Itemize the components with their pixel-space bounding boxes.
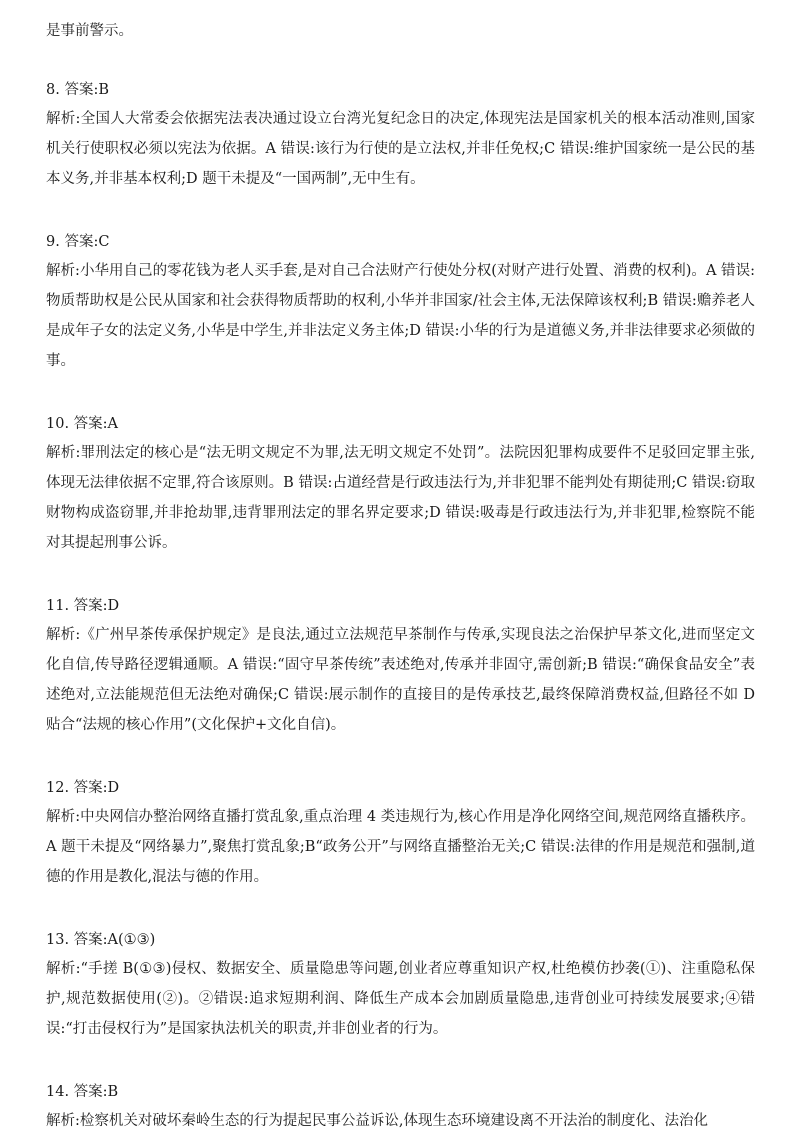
answer-line: 12. 答案:D [46,780,120,796]
question-8 [46,76,755,194]
lead-text: 是事前警示。 [46,23,133,39]
explanation-text: 解析:全国人大常委会依据宪法表决通过设立台湾光复纪念日的决定,体现宪法是国家机关的根本活动准则,国家机关行使职权必须以宪法为依据。A 错误:该行为行使的是立法权,并非任免权;C 错误:维护国家统一是公民的基本义务,并非基本权利;D 题干未提及“一国两制”,无中生有。 [46,111,755,187]
explanation-text: 解析:检察机关对破坏秦岭生态的行为提起民事公益诉讼,体现生态环境建设离不开法治的制度化、法治化 [46,1113,708,1129]
question-10 [46,410,755,558]
answer-line: 9. 答案:C [46,234,110,250]
question-12 [46,774,755,892]
question-13 [46,926,755,1044]
answer-line: 14. 答案:B [46,1084,119,1100]
answer-line: 11. 答案:D [46,598,120,614]
explanation-text: 解析:《广州早茶传承保护规定》是良法,通过立法规范早茶制作与传承,实现良法之治保护早茶文化,进而坚定文化自信,传导路径逻辑通顺。A 错误:“固守早茶传统”表述绝对,传承并非固守,需创新;B 错误:“确保食品安全”表述绝对,立法能规范但无法绝对确保;C 错误:展示制作的直接目的是传承技艺,最终保障消费权益,但路径不如 D 贴合“法规的核心作用”(文化保护+文化自信)。 [46,627,755,733]
explanation-text: 解析:中央网信办整治网络直播打赏乱象,重点治理 4 类违规行为,核心作用是净化网络空间,规范网络直播秩序。A 题干未提及“网络暴力”,聚焦打赏乱象;B“政务公开”与网络直播整治无关;C 错误:法律的作用是规范和强制,道德的作用是教化,混法与德的作用。 [46,809,755,885]
question-11 [46,592,755,740]
explanation-text: 解析:罪刑法定的核心是“法无明文规定不为罪,法无明文规定不处罚”。法院因犯罪构成要件不足驳回定罪主张,体现无法律依据不定罪,符合该原则。B 错误:占道经营是行政违法行为,并非犯罪不能判处有期徒刑;C 错误:窃取财物构成盗窃罪,并非抢劫罪,违背罪刑法定的罪名界定要求;D 错误:吸毒是行政违法行为,并非犯罪,检察院不能对其提起刑事公诉。 [46,445,755,551]
answer-line: 8. 答案:B [46,82,109,98]
answer-line: 13. 答案:A(①③) [46,932,156,948]
explanation-text: 解析:“手搓 B(①③)侵权、数据安全、质量隐患等问题,创业者应尊重知识产权,杜绝模仿抄袭(①)、注重隐私保护,规范数据使用(②)。②错误:追求短期利润、降低生产成本会加剧质量隐患,违背创业可持续发展要求;④错误:“打击侵权行为”是国家执法机关的职责,并非创业者的行为。 [46,961,755,1037]
question-14 [46,1078,755,1136]
explanation-text: 解析:小华用自己的零花钱为老人买手套,是对自己合法财产行使处分权(对财产进行处置、消费的权利)。A 错误:物质帮助权是公民从国家和社会获得物质帮助的权利,小华并非国家/社会主体,无法保障该权利;B 错误:赡养老人是成年子女的法定义务,小华是中学生,并非法定义务主体;D 错误:小华的行为是道德义务,并非法律要求必须做的事。 [46,263,755,369]
answer-line: 10. 答案:A [46,416,119,432]
question-9 [46,228,755,376]
